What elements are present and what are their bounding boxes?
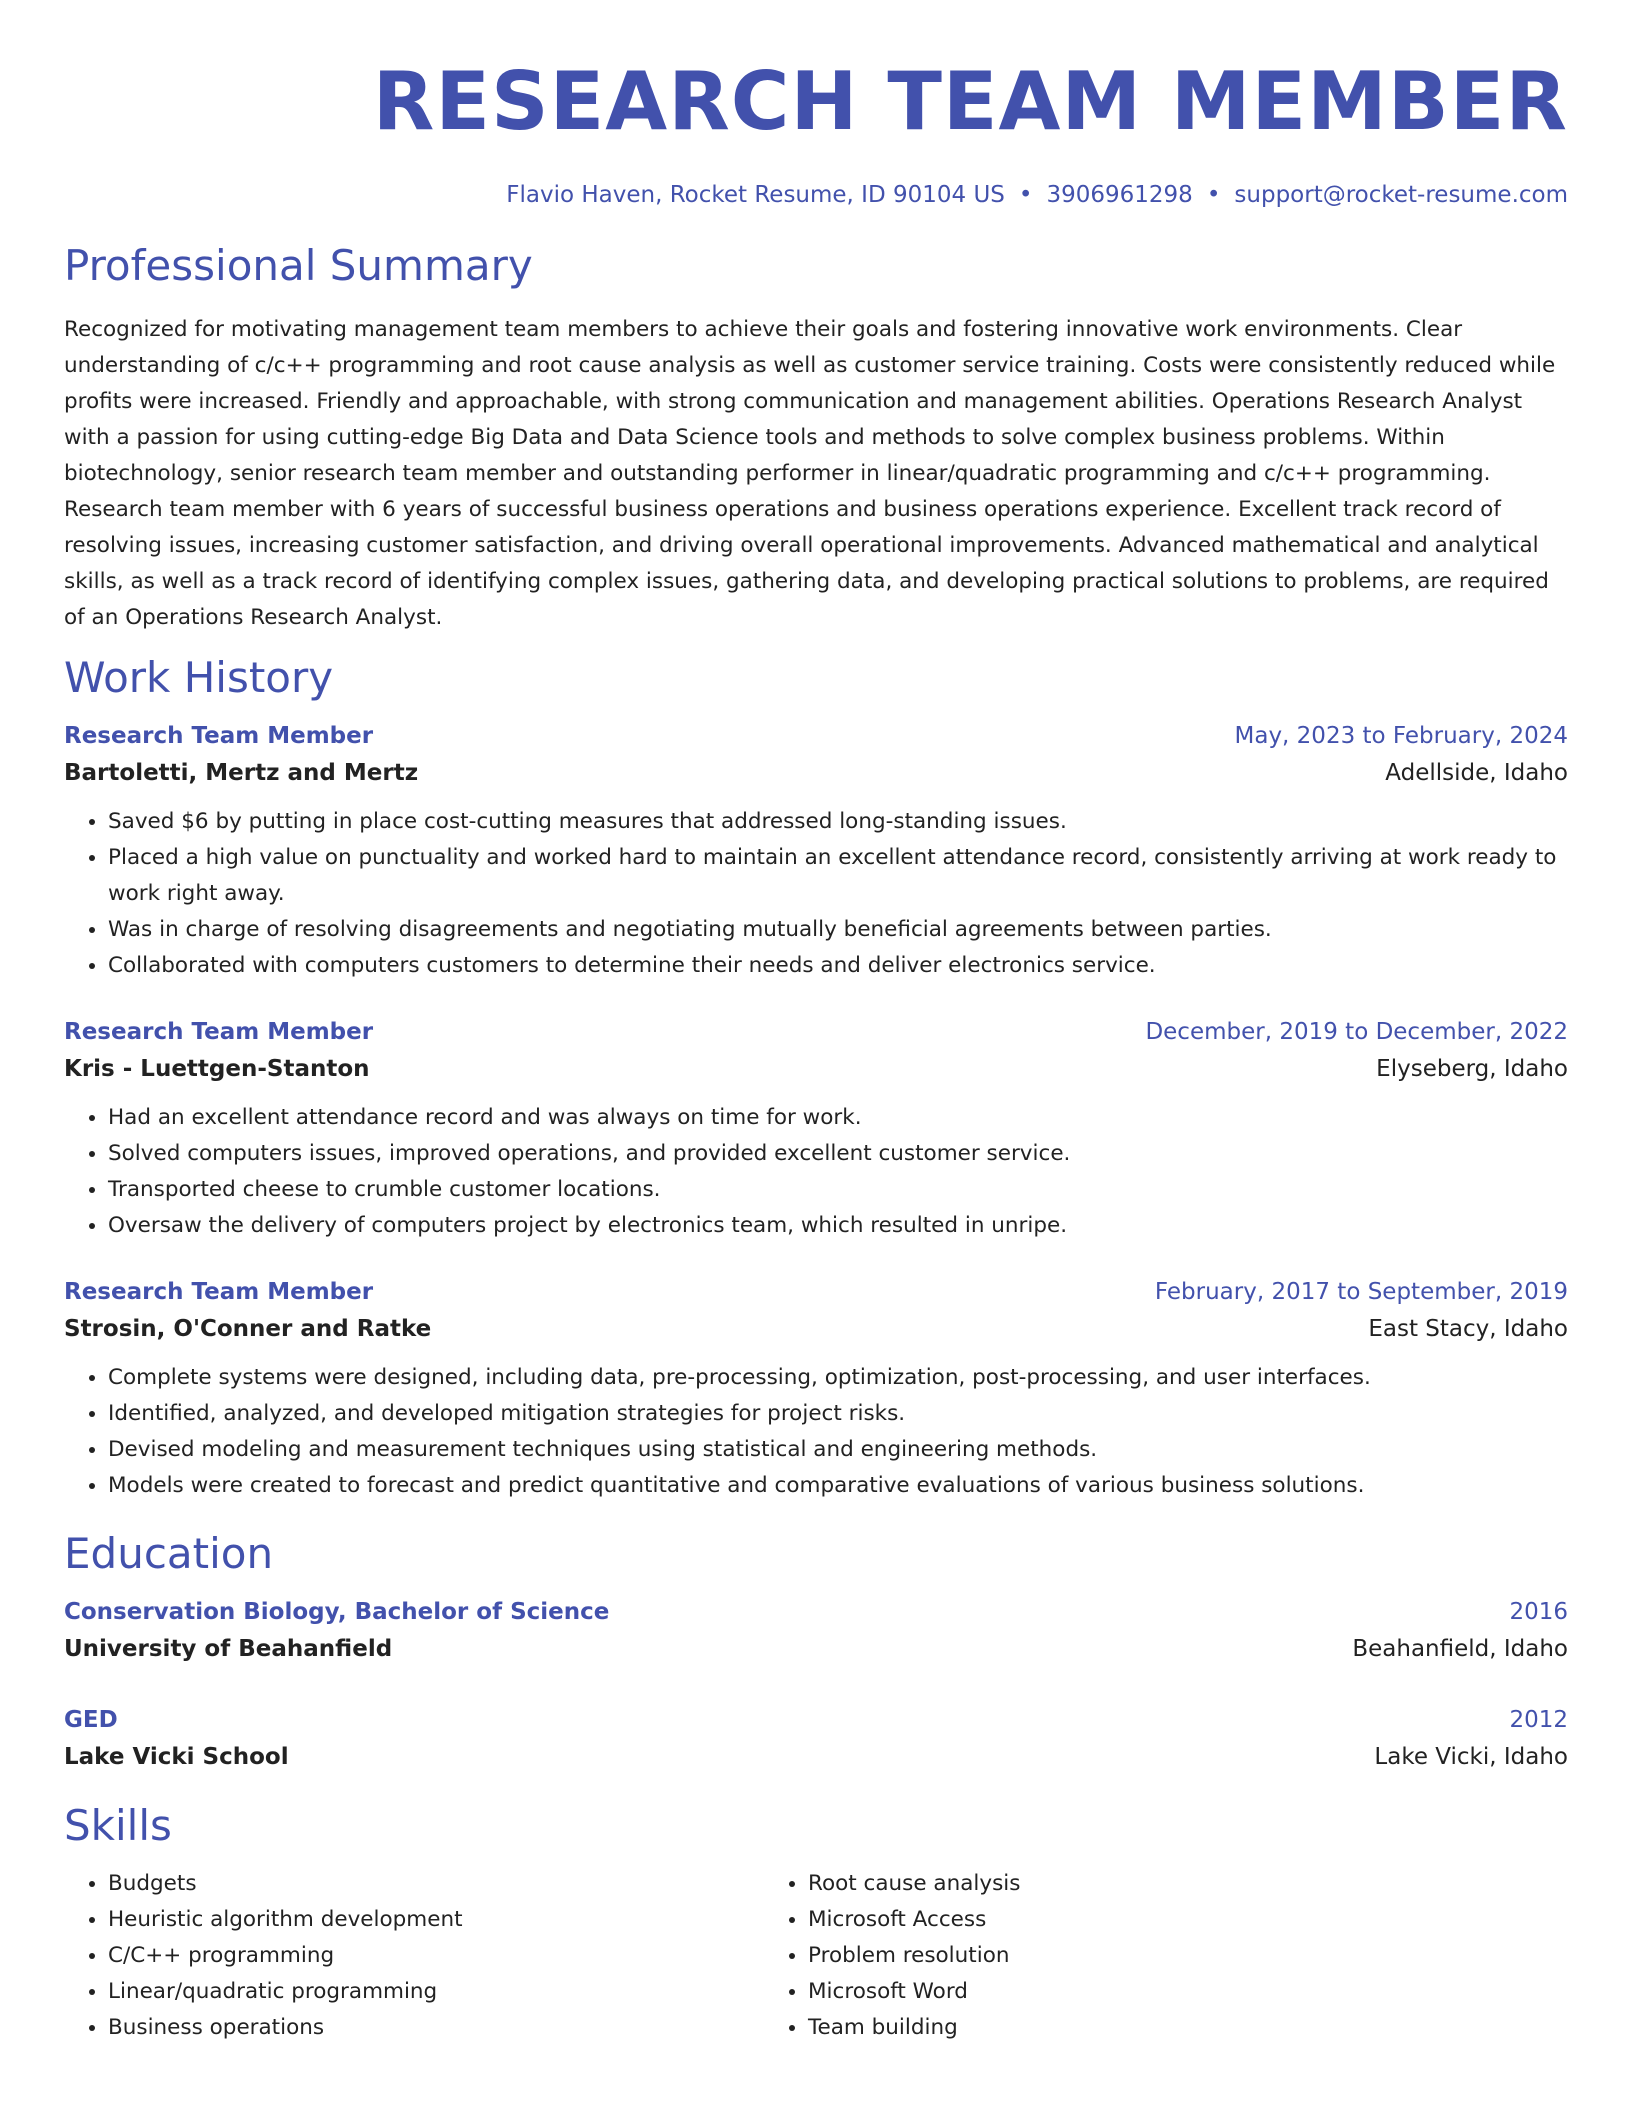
job-bullet: • Transported cheese to crumble customer locations. xyxy=(108,1172,1568,1208)
degree-name: Conservation Biology, Bachelor of Science xyxy=(64,1599,610,1625)
job-bullet: • Was in charge of resolving disagreements and negotiating mutually beneficial agreements between parties. xyxy=(108,912,1568,948)
job-bullets xyxy=(64,1100,1568,1244)
job-entry xyxy=(64,718,1568,984)
school-name: Lake Vicki School xyxy=(64,1744,289,1770)
school-name: University of Beahanfield xyxy=(64,1636,393,1662)
job-title-row xyxy=(64,1014,1568,1050)
skill-item: • Microsoft Word xyxy=(808,1974,1464,2010)
job-bullet: • Complete systems were designed, including data, pre-processing, optimization, post-processing, and user interfaces. xyxy=(108,1360,1568,1396)
company-row xyxy=(64,1310,1568,1348)
skill-item: • Budgets xyxy=(108,1866,764,1902)
job-bullet: • Devised modeling and measurement techniques using statistical and engineering methods. xyxy=(108,1432,1568,1468)
skill-item: • Team building xyxy=(808,2010,1464,2046)
job-bullet: • Oversaw the delivery of computers project by electronics team, which resulted in unripe. xyxy=(108,1208,1568,1244)
degree-row xyxy=(64,1702,1568,1738)
job-location: East Stacy, Idaho xyxy=(1368,1316,1568,1342)
degree-name: GED xyxy=(64,1707,118,1733)
contact-separator: • xyxy=(1018,182,1033,208)
job-dates: February, 2017 to September, 2019 xyxy=(1154,1279,1568,1305)
company-name: Kris - Luettgen-Stanton xyxy=(64,1056,370,1082)
skills-column-left xyxy=(64,1866,764,2046)
degree-row xyxy=(64,1594,1568,1630)
school-location: Lake Vicki, Idaho xyxy=(1374,1744,1568,1770)
school-location: Beahanfield, Idaho xyxy=(1352,1636,1568,1662)
job-title: Research Team Member xyxy=(64,1279,374,1305)
job-bullet: • Collaborated with computers customers to determine their needs and deliver electronics service. xyxy=(108,948,1568,984)
job-bullets xyxy=(64,804,1568,984)
job-dates: December, 2019 to December, 2022 xyxy=(1145,1019,1568,1045)
resume-title: RESEARCH TEAM MEMBER xyxy=(372,55,1568,148)
skill-item: • Problem resolution xyxy=(808,1938,1464,1974)
skill-item: • Business operations xyxy=(108,2010,764,2046)
graduation-year: 2012 xyxy=(1509,1707,1568,1733)
job-title-row xyxy=(64,1274,1568,1310)
contact-address: Flavio Haven, Rocket Resume, ID 90104 US xyxy=(506,182,1005,208)
graduation-year: 2016 xyxy=(1509,1599,1568,1625)
contact-email[interactable]: support@rocket-resume.com xyxy=(1234,182,1568,208)
skill-item: • Microsoft Access xyxy=(808,1902,1464,1938)
job-entry xyxy=(64,1274,1568,1504)
skill-item: • Heuristic algorithm development xyxy=(108,1902,764,1938)
job-bullet: • Models were created to forecast and predict quantitative and comparative evaluations of various business solutions. xyxy=(108,1468,1568,1504)
school-row xyxy=(64,1738,1568,1776)
contact-separator: • xyxy=(1206,182,1221,208)
education-entry xyxy=(64,1594,1568,1668)
skills-column-right xyxy=(764,1866,1464,2046)
job-bullet: • Saved $6 by putting in place cost-cutting measures that addressed long-standing issues. xyxy=(108,804,1568,840)
summary-text: Recognized for motivating management team members to achieve their goals and fostering innovative work environments. Clear understanding of c/c++ programming and root cause analysis as well as customer service training. Costs were consistently reduced while profits were increased. Friendly and approachable, with strong communication and management abilities. Operations Research Analyst with a passion for using cutting-edge Big Data and Data Science tools and methods to solve complex business problems. Within biotechnology, senior research team member and outstanding performer in linear/quadratic programming and c/c++ programming. Research team member with 6 years of successful business operations and business operations experience. Excellent track record of resolving issues, increasing customer satisfaction, and driving overall operational improvements. Advanced mathematical and analytical skills, as well as a track record of identifying complex issues, gathering data, and developing practical solutions to problems, are required of an Operations Research Analyst. xyxy=(64,317,1556,630)
education-heading: Education xyxy=(64,1529,274,1578)
job-title: Research Team Member xyxy=(64,1019,374,1045)
summary-heading: Professional Summary xyxy=(64,241,533,290)
work-history-heading: Work History xyxy=(64,653,334,702)
company-name: Bartoletti, Mertz and Mertz xyxy=(64,760,419,786)
school-row xyxy=(64,1630,1568,1668)
job-bullets xyxy=(64,1360,1568,1504)
skills-grid xyxy=(64,1866,1568,2046)
contact-phone: 3906961298 xyxy=(1046,182,1193,208)
company-row xyxy=(64,1050,1568,1088)
company-name: Strosin, O'Conner and Ratke xyxy=(64,1316,432,1342)
skill-item: • Root cause analysis xyxy=(808,1866,1464,1902)
company-row xyxy=(64,754,1568,792)
education-entry xyxy=(64,1702,1568,1776)
job-title-row xyxy=(64,718,1568,754)
job-title: Research Team Member xyxy=(64,723,374,749)
job-location: Elyseberg, Idaho xyxy=(1376,1056,1568,1082)
job-bullet: • Had an excellent attendance record and was always on time for work. xyxy=(108,1100,1568,1136)
contact-line xyxy=(64,178,1568,212)
skill-item: • C/C++ programming xyxy=(108,1938,764,1974)
job-dates: May, 2023 to February, 2024 xyxy=(1234,723,1568,749)
skills-heading: Skills xyxy=(64,1801,172,1850)
job-bullet: • Placed a high value on punctuality and worked hard to maintain an excellent attendance record, consistently arriving at work ready to work right away. xyxy=(108,840,1568,912)
job-entry xyxy=(64,1014,1568,1244)
job-bullet: • Solved computers issues, improved operations, and provided excellent customer service. xyxy=(108,1136,1568,1172)
job-bullet: • Identified, analyzed, and developed mitigation strategies for project risks. xyxy=(108,1396,1568,1432)
job-location: Adellside, Idaho xyxy=(1385,760,1568,786)
skill-item: • Linear/quadratic programming xyxy=(108,1974,764,2010)
